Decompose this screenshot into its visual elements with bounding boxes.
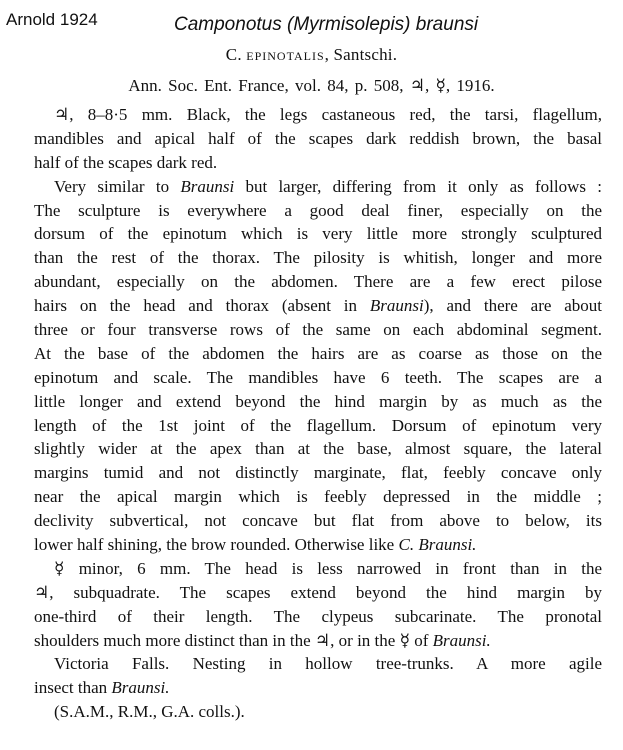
- text-line: [34, 557, 602, 581]
- text-run: slightly wider at the apex than at the base, almost square, the lateral: [34, 439, 602, 459]
- text-line: [34, 485, 602, 509]
- text-run: hairs on the head and thorax (absent in: [34, 296, 370, 316]
- text-line: [34, 366, 602, 390]
- text-line: [34, 629, 602, 653]
- text-line: [34, 437, 602, 461]
- text-line: [34, 700, 602, 724]
- text-run: At the base of the abdomen the hairs are as coarse as those on the: [34, 343, 602, 363]
- text-line: [34, 270, 602, 294]
- text-run: but larger, differing from it only as follows :: [234, 176, 602, 196]
- text-line: [34, 390, 602, 414]
- text-line: [34, 676, 602, 700]
- text-run: mandibles and apical half of the scapes dark reddish brown, the basal: [34, 128, 602, 148]
- text-run: dorsum of the epinotum which is very little more strongly sculptured: [34, 224, 602, 244]
- text-run: (S.A.M., R.M., G.A. colls.).: [54, 702, 245, 722]
- text-run: length of the 1st joint of the flagellum. Dorsum of epinotum very: [34, 415, 602, 435]
- text-run: near the apical margin which is feebly depressed in the middle ;: [34, 487, 602, 507]
- text-run: insect than: [34, 678, 112, 698]
- text-run: ♃, subquadrate. The scapes extend beyond the hind margin by: [34, 582, 602, 602]
- text-run: shoulders much more distinct than in the ♃, or in the ☿ of: [34, 630, 433, 650]
- text-run: three or four transverse rows of the same on each abdominal segment.: [34, 320, 602, 340]
- text-run: ), and there are about: [423, 296, 603, 316]
- synonym-prefix: C.: [225, 45, 247, 64]
- description-body: [34, 103, 602, 724]
- paragraph-description-minor: [34, 557, 602, 653]
- text-line: [34, 652, 602, 676]
- text-run: Very similar to: [54, 176, 181, 196]
- text-run: one-third of their length. The clypeus subcarinate. The pronotal: [34, 606, 602, 626]
- text-line: [34, 199, 602, 223]
- text-run: little longer and extend beyond the hind margin by as much as the: [34, 391, 602, 411]
- paragraph-collections: [34, 700, 602, 724]
- synonym-line: [0, 45, 623, 65]
- source-tag: Arnold 1924: [6, 10, 98, 29]
- text-line: [34, 414, 602, 438]
- text-line: [34, 151, 602, 175]
- text-line: [34, 342, 602, 366]
- paragraph-locality: [34, 652, 602, 700]
- paragraph-description-major: [34, 103, 602, 175]
- paragraph-comparison: [34, 175, 602, 557]
- text-line: [34, 294, 602, 318]
- citation-line: Ann. Soc. Ent. France, vol. 84, p. 508, ♃, ☿, 1916.: [128, 76, 495, 95]
- italic-taxon: C. Braunsi.: [398, 535, 477, 555]
- text-run: epinotum and scale. The mandibles have 6 teeth. The scapes are a: [34, 367, 602, 387]
- text-line: [34, 103, 602, 127]
- text-line: [34, 246, 602, 270]
- text-line: [34, 127, 602, 151]
- text-run: The sculpture is everywhere a good deal finer, especially on the: [34, 200, 602, 220]
- italic-taxon: Braunsi.: [432, 630, 491, 650]
- text-line: [34, 175, 602, 199]
- text-line: [34, 509, 602, 533]
- text-run: half of the scapes dark red.: [34, 152, 218, 172]
- text-run: ☿ minor, 6 mm. The head is less narrowed in front than in the: [54, 558, 602, 578]
- synonym-name: epinotalis: [246, 45, 325, 64]
- text-line: [34, 461, 602, 485]
- text-run: Victoria Falls. Nesting in hollow tree-trunks. A more agile: [54, 654, 602, 674]
- text-run: ♃, 8–8·5 mm. Black, the legs castaneous red, the tarsi, flagellum,: [54, 105, 602, 124]
- text-line: [34, 533, 602, 557]
- italic-taxon: Braunsi: [180, 176, 235, 196]
- text-line: [34, 581, 602, 605]
- species-title: Camponotus (Myrmisolepis) braunsi: [174, 14, 479, 35]
- text-line: [34, 605, 602, 629]
- synonym-author: , Santschi.: [324, 45, 398, 64]
- text-run: than the rest of the thorax. The pilosity is whitish, longer and more: [34, 248, 602, 268]
- italic-taxon: Braunsi: [369, 296, 424, 316]
- text-run: lower half shining, the brow rounded. Otherwise like: [34, 535, 399, 555]
- text-run: abundant, especially on the abdomen. There are a few erect pilose: [34, 272, 602, 292]
- text-run: declivity subvertical, not concave but flat from above to below, its: [34, 511, 602, 531]
- text-line: [34, 318, 602, 342]
- text-run: margins tumid and not distinctly marginate, flat, feebly concave only: [34, 463, 602, 483]
- text-line: [34, 222, 602, 246]
- italic-taxon: Braunsi.: [111, 678, 170, 698]
